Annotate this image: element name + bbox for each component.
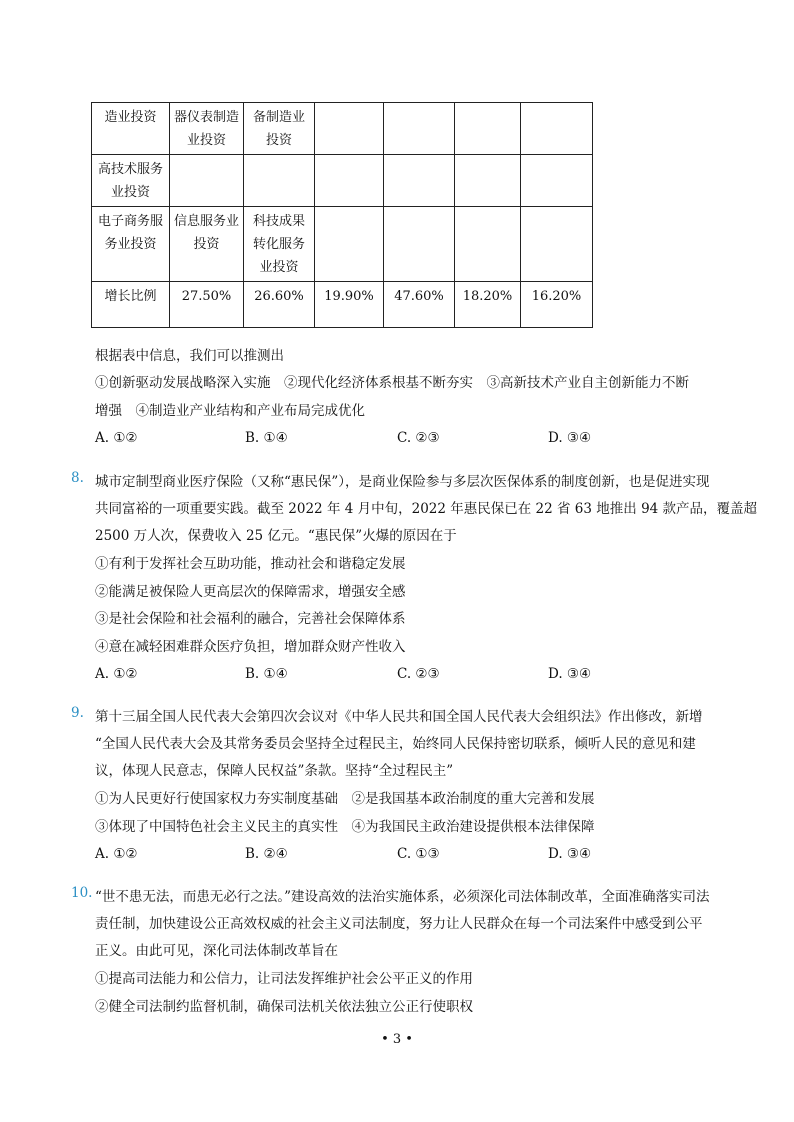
q10-item: ①提高司法能力和公信力，让司法发挥维护社会公平正义的作用 [95, 971, 473, 987]
table-cell: 器仪表制造业投资 [170, 103, 244, 155]
table-cell [384, 103, 455, 155]
option-d[interactable]: D. ③④ [548, 430, 592, 446]
q8-item: ①有利于发挥社会互助功能，推动社会和谐稳定发展 [95, 556, 406, 572]
table-cell: 27.50% [170, 282, 244, 328]
table-cell [170, 155, 244, 207]
q8-item: ②能满足被保险人更高层次的保障需求，增强安全感 [95, 584, 406, 600]
q8-stem-line: 城市定制型商业医疗保险（又称“惠民保”），是商业保险参与多层次医保体系的制度创新，也是促进实现 [95, 474, 710, 490]
q8-stem-line: 共同富裕的一项重要实践。截至 2022 年 4 月中旬，2022 年惠民保已在 22 省 63 地推出 94 款产品，覆盖超 [95, 501, 758, 517]
table-row [92, 282, 593, 328]
table-cell [521, 103, 593, 155]
table-cell [315, 103, 384, 155]
option-d[interactable]: D. ③④ [548, 666, 592, 682]
question-number: 10. [71, 885, 93, 901]
question-number: 8. [71, 470, 84, 486]
page-number: • 3 • [381, 1032, 413, 1047]
table-cell: 信息服务业投资 [170, 207, 244, 282]
table-cell [521, 155, 593, 207]
option-a[interactable]: A. ①② [95, 666, 138, 682]
table-row [92, 207, 593, 282]
table-row [92, 155, 593, 207]
option-a[interactable]: A. ①② [95, 846, 138, 862]
option-a[interactable]: A. ①② [95, 430, 138, 446]
q8-item: ④意在减轻困难群众医疗负担，增加群众财产性收入 [95, 639, 406, 655]
table-cell: 科技成果转化服务业投资 [244, 207, 315, 282]
option-b[interactable]: B. ②④ [245, 846, 288, 862]
option-b[interactable]: B. ①④ [245, 666, 288, 682]
table-cell [521, 207, 593, 282]
table-cell: 备制造业投资 [244, 103, 315, 155]
table-cell [455, 103, 521, 155]
table-cell: 16.20% [521, 282, 593, 328]
table-cell [244, 155, 315, 207]
q9-item: ③体现了中国特色社会主义民主的真实性 ④为我国民主政治建设提供根本法律保障 [95, 819, 595, 835]
q9-item: ①为人民更好行使国家权力夯实制度基础 ②是我国基本政治制度的重大完善和发展 [95, 791, 595, 807]
option-c[interactable]: C. ①③ [397, 846, 440, 862]
table-cell: 19.90% [315, 282, 384, 328]
q10-stem-line: 责任制，加快建设公正高效权威的社会主义司法制度，努力让人民群众在每一个司法案件中感受到公平 [95, 916, 703, 932]
q8-options [95, 666, 615, 686]
q9-stem-line: “全国人民代表大会及其常务委员会坚持全过程民主，始终同人民保持密切联系，倾听人民的意见和建 [95, 736, 696, 752]
table-cell [455, 207, 521, 282]
q10-stem-line: 正义。由此可见，深化司法体制改革旨在 [95, 943, 338, 959]
table-cell: 26.60% [244, 282, 315, 328]
table-cell: 高技术服务业投资 [92, 155, 170, 207]
q9-stem-line: 议，体现人民意志，保障人民权益”条款。坚持“全过程民主” [95, 763, 454, 779]
table-cell: 造业投资 [92, 103, 170, 155]
q7-stem: 根据表中信息，我们可以推测出 [95, 348, 284, 364]
table-cell: 电子商务服务业投资 [92, 207, 170, 282]
table-cell: 47.60% [384, 282, 455, 328]
q10-item: ②健全司法制约监督机制，确保司法机关依法独立公正行使职权 [95, 999, 473, 1015]
q7-item-line: 增强 ④制造业产业结构和产业布局完成优化 [95, 403, 365, 419]
table-cell [384, 155, 455, 207]
table-cell [455, 155, 521, 207]
table-cell [315, 155, 384, 207]
table-row [92, 103, 593, 155]
question-number: 9. [71, 705, 84, 721]
q8-stem-line: 2500 万人次，保费收入 25 亿元。“惠民保”火爆的原因在于 [95, 528, 457, 544]
investment-growth-table [91, 102, 593, 328]
option-b[interactable]: B. ①④ [245, 430, 288, 446]
table-cell [315, 207, 384, 282]
table-cell: 增长比例 [92, 282, 170, 328]
q9-options [95, 846, 615, 866]
option-d[interactable]: D. ③④ [548, 846, 592, 862]
q9-stem-line: 第十三届全国人民代表大会第四次会议对《中华人民共和国全国人民代表大会组织法》作出修改，新增 [95, 709, 703, 725]
option-c[interactable]: C. ②③ [397, 666, 440, 682]
option-c[interactable]: C. ②③ [397, 430, 440, 446]
q7-options [95, 430, 615, 450]
table-cell [384, 207, 455, 282]
q7-item-line: ①创新驱动发展战略深入实施 ②现代化经济体系根基不断夯实 ③高新技术产业自主创新能力不断 [95, 375, 689, 391]
q10-stem-line: “世不患无法，而患无必行之法。”建设高效的法治实施体系，必须深化司法体制改革，全面准确落实司法 [95, 889, 710, 905]
table-cell: 18.20% [455, 282, 521, 328]
q8-item: ③是社会保险和社会福利的融合，完善社会保障体系 [95, 611, 406, 627]
